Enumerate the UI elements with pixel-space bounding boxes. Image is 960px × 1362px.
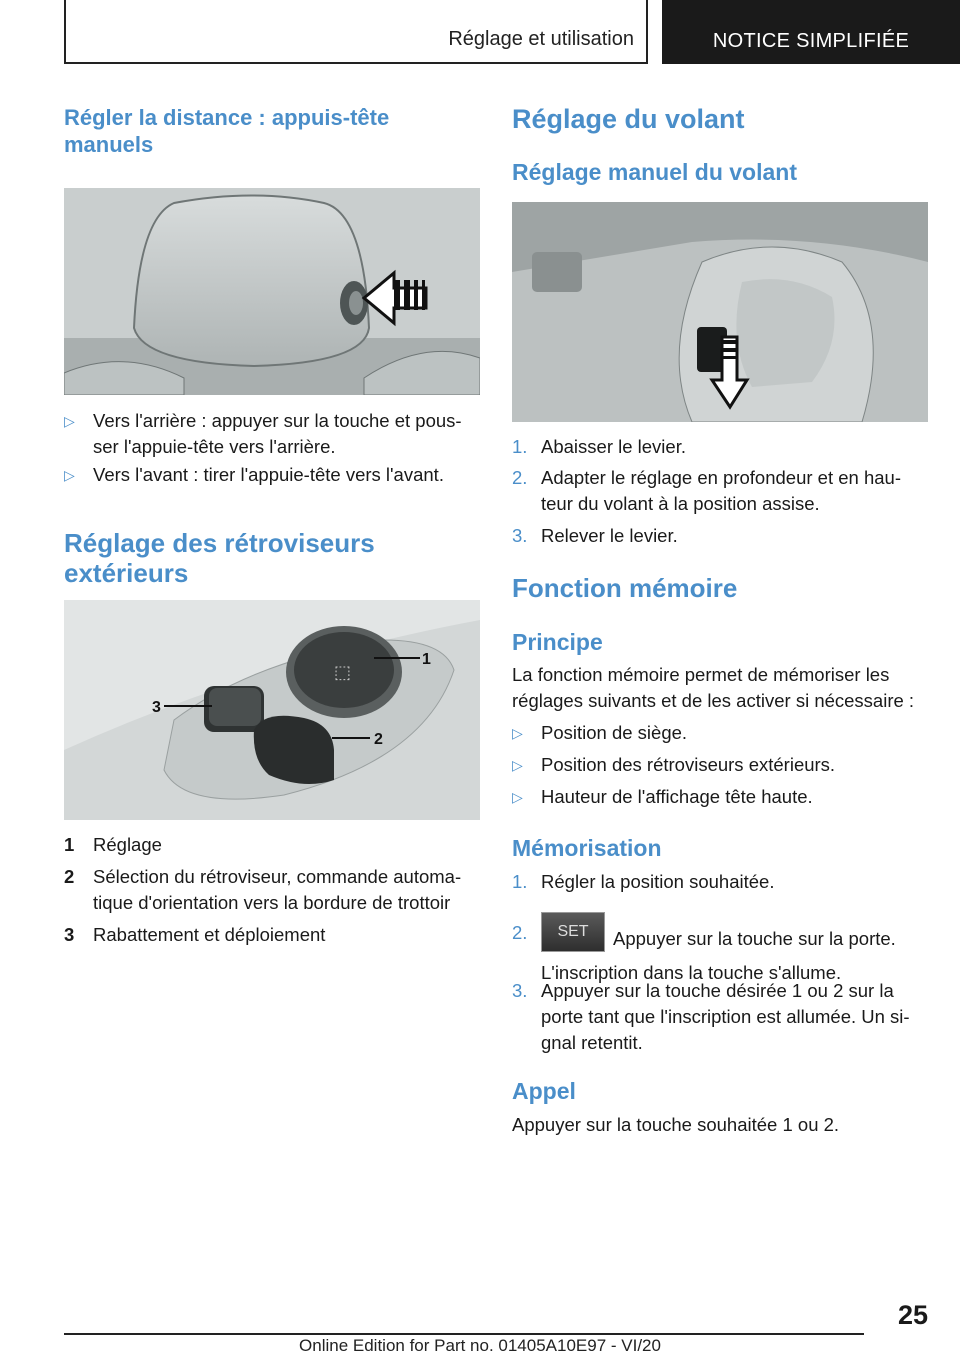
- headrest-illustration: [64, 188, 480, 395]
- legend-text: Sélection du rétroviseur, commande automa-tique d'orientation vers la bordure de trottoir: [93, 866, 462, 913]
- header-badge: [662, 0, 960, 64]
- principle-bullet-2-text: Position des rétroviseurs extérieurs.: [541, 754, 836, 775]
- callout-1: 1: [422, 651, 431, 668]
- step-number: 2.: [512, 922, 528, 943]
- store-step-3-text: Appuyer sur la touche désirée 1 ou 2 sur la porte tant que l'inscription est allumée. Un si-gnal retentit.: [541, 980, 910, 1053]
- heading-recall-text: Appel: [512, 1078, 576, 1104]
- steering-wheel-illustration: [512, 202, 928, 422]
- heading-recall: [512, 1077, 928, 1105]
- bullet-marker-icon: ▷: [512, 789, 523, 805]
- heading-headrest-text: Régler la distance : appuis-tête manuels: [64, 105, 390, 157]
- headrest-bullet-2-text: Vers l'avant : tirer l'appuie-tête vers l'avant.: [93, 464, 444, 485]
- wheel-step-2-text: Adapter le réglage en profondeur et en hau-teur du volant à la position assise.: [541, 467, 901, 514]
- store-step-2-text: Appuyer sur la touche sur la porte. L'inscription dans la touche s'allume.: [541, 927, 896, 983]
- step-number: 1.: [512, 871, 528, 892]
- step-number: 2.: [512, 467, 528, 488]
- header-section-box: [64, 0, 648, 64]
- legend-item-3: [64, 922, 480, 948]
- heading-mirrors: [64, 528, 480, 588]
- store-step-3: [512, 978, 928, 1056]
- store-step-2: [512, 920, 928, 986]
- mirror-control-illustration: [64, 600, 480, 820]
- principle-bullet-1: [512, 720, 928, 746]
- bullet-marker-icon: ▷: [64, 413, 75, 429]
- heading-wheel: [512, 104, 928, 134]
- headrest-bullet-1-text: Vers l'arrière : appuyer sur la touche et pous-ser l'appuie-tête vers l'arrière.: [93, 410, 462, 457]
- heading-principle-text: Principe: [512, 629, 603, 655]
- principle-bullet-2: [512, 752, 928, 778]
- principle-bullet-3: [512, 784, 928, 810]
- heading-storing-text: Mémorisation: [512, 835, 662, 861]
- heading-headrest: [64, 104, 480, 158]
- step-number: 1.: [512, 436, 528, 457]
- header-section-title: Réglage et utilisation: [448, 28, 634, 50]
- step-number: 3.: [512, 525, 528, 546]
- store-step-1: [512, 869, 928, 895]
- legend-item-2: [64, 864, 480, 916]
- legend-text: Rabattement et déploiement: [93, 924, 326, 945]
- legend-number: 1: [64, 834, 75, 855]
- legend-item-1: [64, 832, 480, 858]
- heading-memory: [512, 573, 928, 603]
- wheel-step-1: [512, 434, 928, 460]
- legend-number: 3: [64, 924, 75, 945]
- heading-memory-text: Fonction mémoire: [512, 573, 738, 603]
- heading-principle: [512, 628, 928, 656]
- legend-number: 2: [64, 866, 75, 887]
- wheel-step-3-text: Relever le levier.: [541, 525, 678, 546]
- heading-wheel-text: Réglage du volant: [512, 104, 745, 134]
- bullet-marker-icon: ▷: [64, 467, 75, 483]
- svg-text:⬚: ⬚: [334, 662, 352, 683]
- heading-storing: [512, 834, 928, 862]
- online-edition: Online Edition for Part no. 01405A10E97 - VI/20: [299, 1336, 661, 1355]
- heading-mirrors-text: Réglage des rétroviseurs extérieurs: [64, 528, 375, 588]
- wheel-step-1-text: Abaisser le levier.: [541, 436, 686, 457]
- wheel-step-3: [512, 523, 928, 549]
- bullet-marker-icon: ▷: [512, 725, 523, 741]
- wheel-step-2: [512, 465, 928, 517]
- recall-text: Appuyer sur la touche souhaitée 1 ou 2.: [512, 1114, 840, 1135]
- header-badge-label: NOTICE SIMPLIFIÉE: [712, 30, 910, 52]
- callout-2: 2: [374, 731, 383, 748]
- headrest-bullet-2: [64, 462, 480, 488]
- headrest-bullet-1: [64, 408, 480, 460]
- store-step-1-text: Régler la position souhaitée.: [541, 871, 775, 892]
- principle-bullet-1-text: Position de siège.: [541, 722, 688, 743]
- page-number: 25: [897, 1300, 928, 1330]
- heading-wheel-manual-text: Réglage manuel du volant: [512, 159, 797, 185]
- principle-bullet-3-text: Hauteur de l'affichage tête haute.: [541, 786, 813, 807]
- principle-text: La fonction mémoire permet de mémoriser les réglages suivants et de les activer si nécessaire :: [512, 664, 915, 711]
- step-number: 3.: [512, 980, 528, 1001]
- legend-text: Réglage: [93, 834, 162, 855]
- footer-divider: [64, 1333, 864, 1335]
- bullet-marker-icon: ▷: [512, 757, 523, 773]
- callout-3: 3: [152, 699, 161, 716]
- heading-wheel-manual: [512, 158, 928, 186]
- set-button-icon: SET: [541, 912, 605, 952]
